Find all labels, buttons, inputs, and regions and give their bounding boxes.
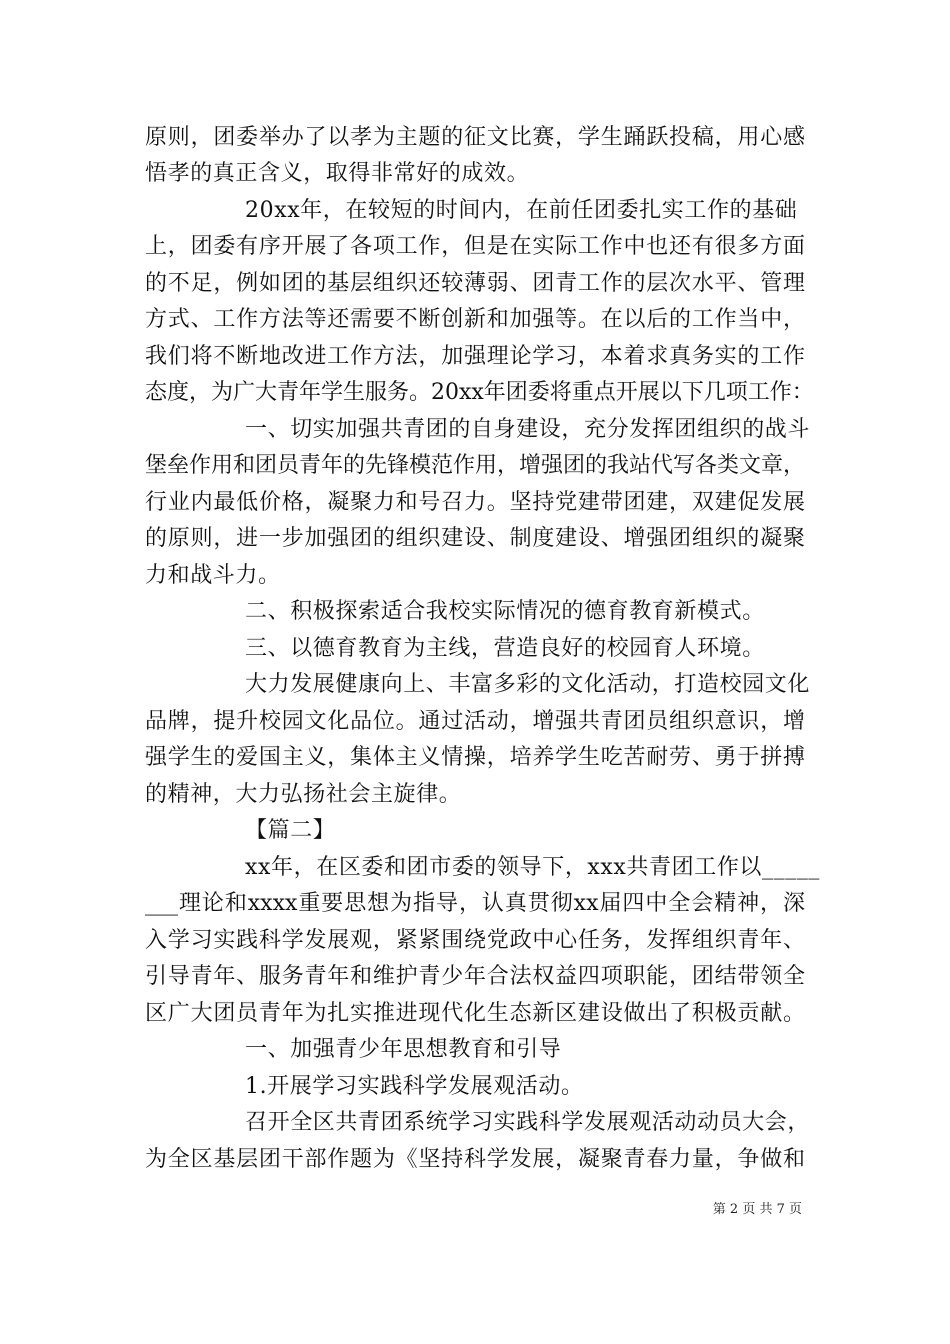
text-line: 上，团委有序开展了各项工作，但是在实际工作中也还有很多方面 [145,234,805,259]
text-line: 品牌，提升校园文化品位。通过活动，增强共青团员组织意识，增 [145,709,805,734]
text-line: 力和战斗力。 [145,563,281,588]
text-line: 的精神，大力弘扬社会主旋律。 [145,782,462,807]
text-line: ___理论和xxxx重要思想为指导，认真贯彻xx届四中全会精神，深 [145,891,805,916]
text-line: 强学生的爱国主义，集体主义情操，培养学生吃苦耐劳、勇于拼搏 [145,745,805,770]
text-line: 为全区基层团干部作题为《坚持科学发展，凝聚青春力量，争做和 [145,1147,805,1172]
text-line: 我们将不断地改进工作方法，加强理论学习，本着求真务实的工作 [145,344,805,369]
text-line: 区广大团员青年为扎实推进现代化生态新区建设做出了积极贡献。 [145,1001,805,1026]
text-line: 行业内最低价格，凝聚力和号召力。坚持党建带团建，双建促发展 [145,490,805,515]
page-number: 第 2 页 共 7 页 [712,1202,802,1217]
text-line: 一、切实加强共青团的自身建设，充分发挥团组织的战斗 [245,417,811,442]
text-line: xx年，在区委和团市委的领导下，xxx共青团工作以_____ [245,855,821,880]
text-line: 召开全区共青团系统学习实践科学发展观活动动员大会， [245,1110,811,1135]
text-line: 悟孝的真正含义，取得非常好的成效。 [145,161,530,186]
text-line: 大力发展健康向上、丰富多彩的文化活动，打造校园文化 [245,672,811,697]
text-line: 入学习实践科学发展观，紧紧围绕党政中心任务，发挥组织青年、 [145,928,805,953]
text-line: 的原则，进一步加强团的组织建设、制度建设、增强团组织的凝聚 [145,526,805,551]
text-line: 二、积极探索适合我校实际情况的德育教育新模式。 [245,599,765,624]
text-line: 引导青年、服务青年和维护青少年合法权益四项职能，团结带领全 [145,964,805,989]
text-line: 的不足，例如团的基层组织还较薄弱、团青工作的层次水平、管理 [145,271,805,296]
text-line: 1.开展学习实践科学发展观活动。 [245,1074,584,1099]
text-line: 方式、工作方法等还需要不断创新和加强等。在以后的工作当中， [145,307,805,332]
text-line: 堡垒作用和团员青年的先锋模范作用，增强团的我站代写各类文章， [145,453,806,478]
text-line: 20xx年，在较短的时间内，在前任团委扎实工作的基础 [245,198,798,223]
text-line: 原则，团委举办了以孝为主题的征文比赛，学生踊跃投稿，用心感 [145,125,805,150]
section-heading: 【篇二】 [245,818,336,843]
text-line: 三、以德育教育为主线，营造良好的校园育人环境。 [245,636,765,661]
text-line: 态度，为广大青年学生服务。20xx年团委将重点开展以下几项工作： [145,380,814,405]
text-line: 一、加强青少年思想教育和引导 [245,1037,562,1062]
